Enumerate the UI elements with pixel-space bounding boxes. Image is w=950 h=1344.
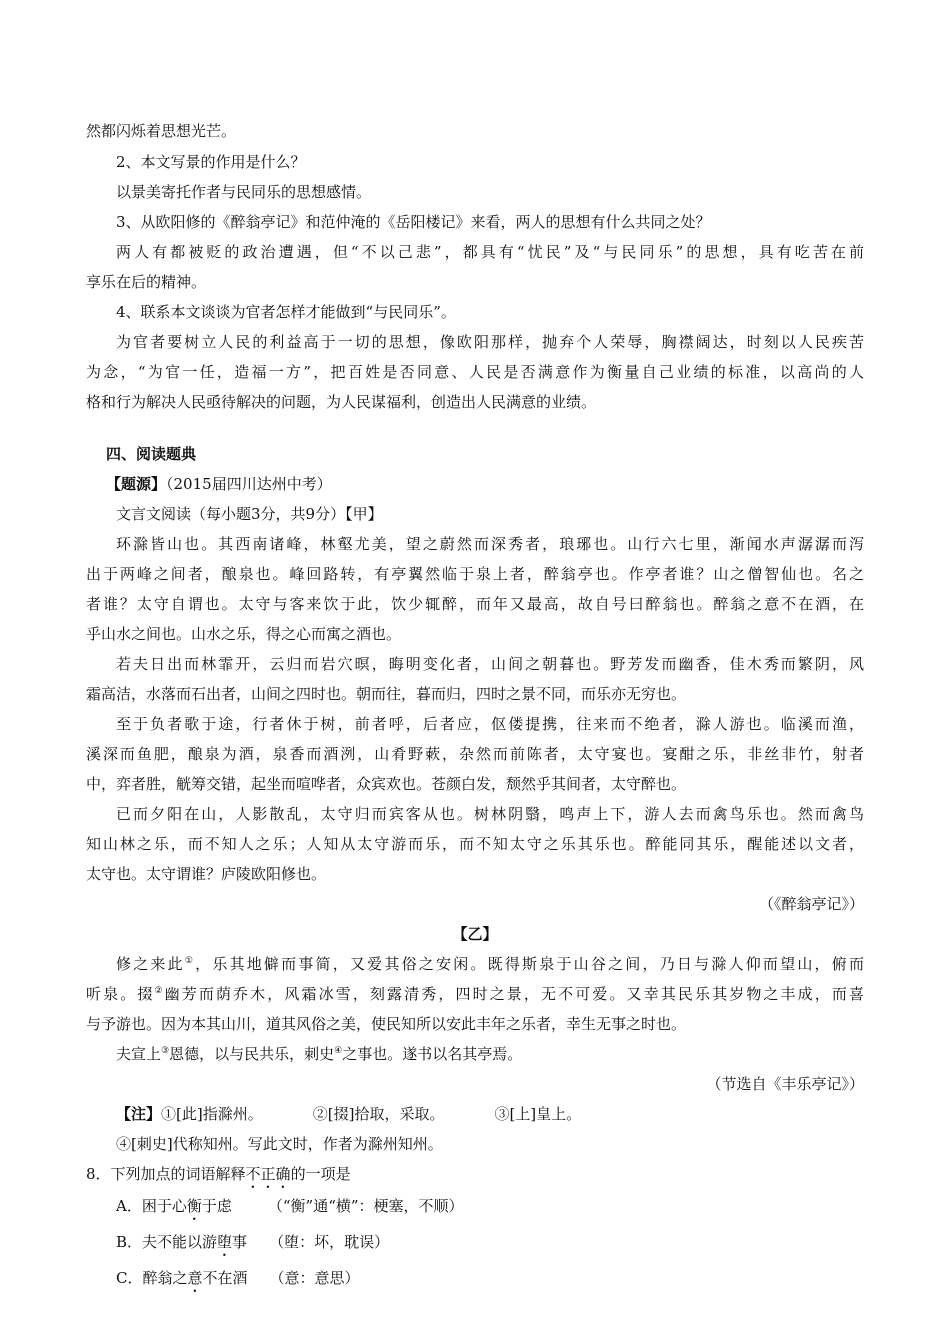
option-b: [116, 1228, 864, 1256]
question-3: 3、从欧阳修的《醉翁亭记》和范仲淹的《岳阳楼记》来看，两人的思想有什么共同之处？: [116, 213, 711, 231]
footnote-marker: ①: [184, 956, 196, 966]
yi-line: [116, 950, 864, 978]
yi-text: 听泉。掇: [86, 985, 155, 1003]
yi-text: 修之来此: [116, 955, 185, 973]
yi-text: ，乐其地僻而事简，又爱其俗之安闲。既得斯泉于山谷之间，乃日与滁人仰而望山，俯而: [195, 955, 864, 973]
jia-line: 知山林之乐，而不知人之乐；人知从太守游而乐，而不知太守之乐其乐也。醉能同其乐，醒能述以文者，: [86, 835, 864, 853]
note-item: ①[此]指滁州。: [161, 1105, 263, 1123]
answer-2: 以景美寄托作者与民同乐的思想感情。: [116, 183, 372, 201]
notes-line: ④[刺史]代称知州。写此文时，作者为滁州知州。: [116, 1135, 443, 1153]
notes-line: [116, 1100, 864, 1128]
jia-line: 乎山水之间也。山水之乐，得之心而寓之酒也。: [86, 625, 402, 643]
emphasized-text: 不正确: [245, 1165, 291, 1183]
stem-text: 的一项是: [290, 1165, 351, 1183]
source-line: [106, 470, 854, 498]
option-note: （意：意思）: [269, 1269, 360, 1287]
emphasized-char: 衡: [186, 1197, 202, 1215]
jia-line: 已而夕阳在山，人影散乱，太守归而宾客从也。树林阴翳，鸣声上下，游人去而禽鸟乐也。然而禽鸟: [116, 805, 864, 823]
emphasized-char: 意: [187, 1269, 203, 1287]
jia-line: 者谁？太守自谓也。太守与客来饮于此，饮少辄醉，而年又最高，故自号曰醉翁也。醉翁之意不在酒，在: [86, 595, 864, 613]
note-item: ②[掇]拾取，采取。: [312, 1105, 445, 1123]
yi-text: 恩德，以与民共乐，刺史: [169, 1045, 335, 1063]
yi-text: 之事也。遂书以名其亭焉。: [342, 1045, 523, 1063]
option-c: [116, 1264, 864, 1292]
notes-label: 【注】: [116, 1105, 162, 1123]
question-4: 4、联系本文谈谈为官者怎样才能做到“与民同乐”。: [116, 303, 456, 321]
stem-text: 8．下列加点的词语解释: [86, 1165, 246, 1183]
jia-line: 至于负者歌于途，行者休于树，前者呼，后者应，伛偻提携，往来而不绝者，滁人游也。临溪而渔，: [116, 715, 864, 733]
emphasized-char: 堕: [217, 1233, 233, 1251]
yi-text: 夫宣上: [116, 1045, 162, 1063]
footnote-marker: ③: [161, 1046, 170, 1056]
option-text: 不在酒: [202, 1269, 248, 1287]
answer-4-line: 为念，“为官一任，造福一方”，把百姓是否同意、人民是否满意作为衡量自己业绩的标准，以高尚的人: [86, 363, 864, 381]
yi-line: 与予游也。因为本其山川，道其风俗之美，使民知所以安此丰年之乐者，幸生无事之时也。: [86, 1015, 687, 1033]
yi-line: [86, 980, 864, 1008]
option-text: C．醉翁之: [116, 1269, 188, 1287]
yi-source: （节选自《丰乐亭记》）: [706, 1075, 864, 1093]
answer-3-line: 两人有都被贬的政治遭遇，但“不以己悲”，都具有“忧民”及“与民同乐”的思想，具有吃苦在前: [116, 243, 864, 261]
source-label: 【题源】: [106, 475, 167, 493]
option-text: 事: [232, 1233, 248, 1251]
jia-line: 出于两峰之间者，酿泉也。峰回路转，有亭翼然临于泉上者，醉翁亭也。作亭者谁？山之僧智仙也。名之: [86, 565, 864, 583]
question-8-stem: [86, 1160, 864, 1188]
answer-4-line: 为官者要树立人民的利益高于一切的思想，像欧阳那样，抛弃个人荣辱，胸襟阔达，时刻以人民疾苦: [116, 333, 864, 351]
jia-line: 霜高洁，水落而石出者，山间之四时也。朝而往，暮而归，四时之景不同，而乐亦无穷也。: [86, 685, 687, 703]
answer-4-line: 格和行为解决人民亟待解决的问题，为人民谋福利，创造出人民满意的业绩。: [86, 393, 597, 411]
source-text: （2015届四川达州中考）: [166, 475, 332, 493]
jia-line: 若夫日出而林霏开，云归而岩穴暝，晦明变化者，山间之朝暮也。野芳发而幽香，佳木秀而繁阴，风: [116, 655, 864, 673]
option-text: 于虑: [201, 1197, 232, 1215]
yi-title: 【乙】: [452, 925, 498, 943]
option-a: [116, 1192, 864, 1220]
yi-line: [116, 1040, 864, 1068]
option-text: A．困于心: [116, 1197, 187, 1215]
option-text: B．夫不能以游: [116, 1233, 218, 1251]
section-heading: 四、阅读题典: [106, 445, 197, 463]
yi-text: 幽芳而荫乔木，风霜冰雪，刻露清秀，四时之景，无不可爱。又幸其民乐其岁物之丰成，而喜: [164, 985, 864, 1003]
option-note: （“衡”通“横”：梗塞，不顺）: [267, 1197, 464, 1215]
jia-line: 中，弈者胜，觥筹交错，起坐而喧哗者，众宾欢也。苍颜白发，颓然乎其间者，太守醉也。: [86, 775, 687, 793]
footnote-marker: ②: [154, 986, 165, 996]
answer-3-line: 享乐在后的精神。: [86, 273, 207, 291]
jia-line: 太守也。太守谓谁？庐陵欧阳修也。: [86, 865, 327, 883]
jia-line: 环滁皆山也。其西南诸峰，林壑尤美，望之蔚然而深秀者，琅琊也。山行六七里，渐闻水声潺潺而泻: [116, 535, 864, 553]
paragraph-line: 然都闪烁着思想光芒。: [86, 122, 237, 140]
note-item: ③[上]皇上。: [494, 1105, 582, 1123]
option-note: （堕：坏，耽误）: [269, 1233, 390, 1251]
reading-intro: 文言文阅读（每小题3分，共9分）【甲】: [116, 505, 383, 523]
jia-source: （《醉翁亭记》）: [758, 895, 864, 913]
footnote-marker: ④: [334, 1046, 343, 1056]
question-2: 2、本文写景的作用是什么？: [116, 153, 306, 171]
jia-line: 溪深而鱼肥，酿泉为酒，泉香而酒洌，山肴野蔌，杂然而前陈者，太守宴也。宴酣之乐，非丝非竹，射者: [86, 745, 864, 763]
